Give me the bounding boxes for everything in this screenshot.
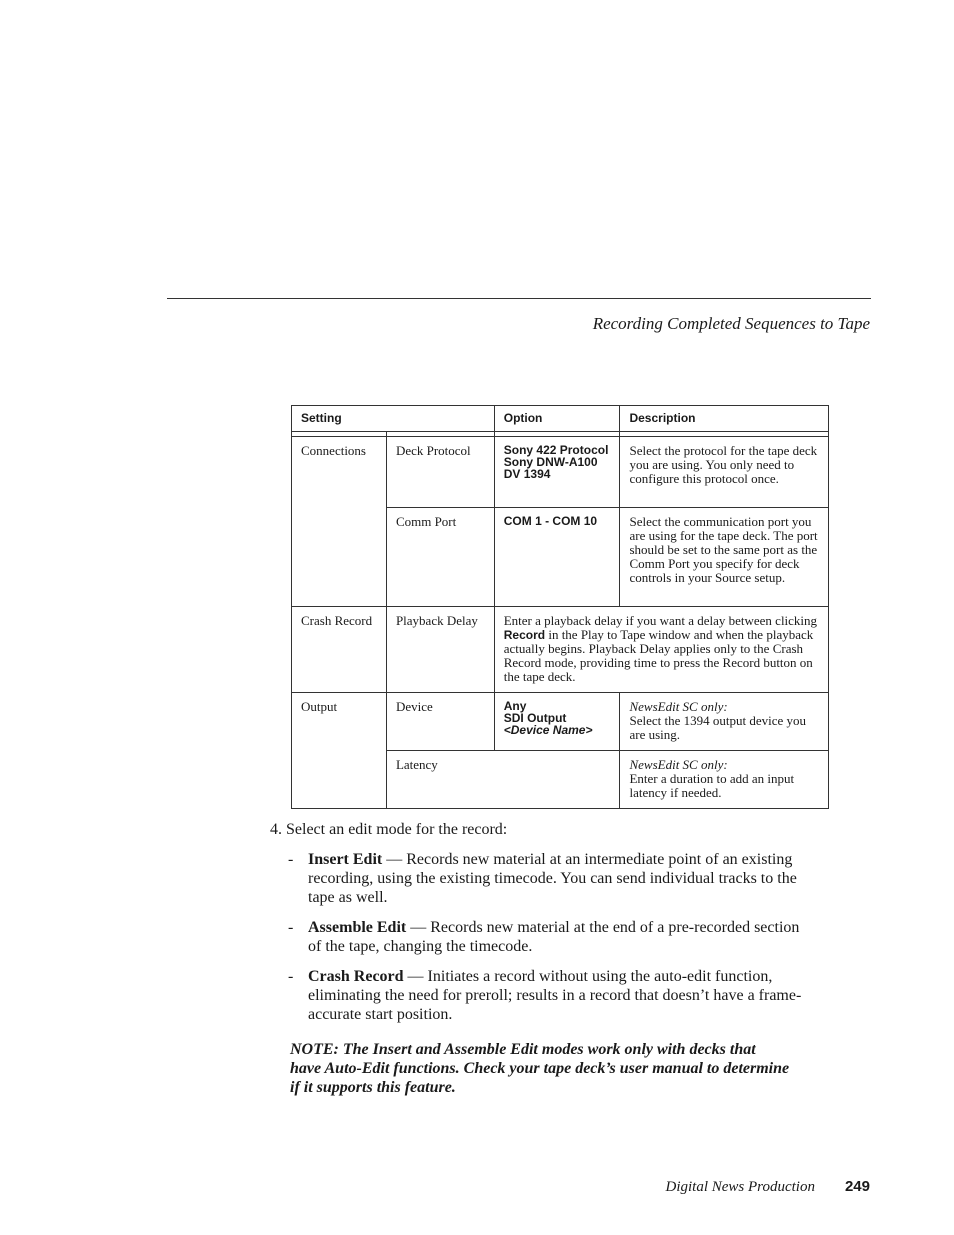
group-output: Output [292, 693, 387, 809]
edit-mode-list [288, 850, 813, 1035]
option-item: DV 1394 [503, 467, 551, 481]
desc-text: Enter a duration to add an input latency if needed. [629, 771, 795, 800]
table-header-row [292, 406, 829, 432]
header-description: Description [620, 406, 829, 432]
note-text: NOTE: The Insert and Assemble Edit modes work only with decks that have Auto-Edit functions. Check your tape deck’s user manual to determine if it supports this feature. [290, 1041, 790, 1096]
list-item [288, 850, 813, 907]
header-rule [167, 298, 871, 299]
list-item [288, 918, 813, 956]
desc-latency [620, 751, 829, 809]
option-item: SDI Output [503, 711, 567, 725]
setting-playback-delay: Playback Delay [386, 607, 494, 693]
option-item: Sony 422 Protocol [503, 443, 609, 457]
settings-table [291, 405, 829, 809]
desc-device [620, 693, 829, 751]
option-device [494, 693, 620, 751]
group-connections: Connections [292, 437, 387, 607]
option-item: Sony DNW-A100 [503, 455, 598, 469]
bullet-text: — Records new material at an intermediate point of an existing recording, using the existing timecode. You can send individual tracks to the tape as well. [308, 851, 797, 906]
bullet-dash: - [288, 968, 294, 985]
header-setting: Setting [292, 406, 495, 432]
list-item [288, 967, 813, 1024]
option-deck-protocol [494, 437, 620, 508]
bullet-term: Crash Record [308, 968, 404, 985]
setting-device: Device [386, 693, 494, 751]
bullet-text: — Records new material at the end of a pre-recorded section of the tape, changing the timecode. [308, 919, 800, 955]
running-head: Recording Completed Sequences to Tape [592, 314, 870, 333]
option-item: <Device Name> [503, 723, 593, 737]
page-number: 249 [844, 1178, 870, 1195]
desc-deck-protocol: Select the protocol for the tape deck you are using. You only need to configure this protocol once. [620, 437, 829, 508]
desc-text: Select the 1394 output device you are using. [629, 713, 807, 742]
bullet-text: — Initiates a record without using the auto-edit function, eliminating the need for preroll; results in a record that doesn’t have a frame-accurate start position. [308, 968, 802, 1023]
setting-latency: Latency [386, 751, 620, 809]
desc-playback-delay [494, 607, 828, 693]
option-item: Any [503, 699, 527, 713]
footer [666, 1178, 870, 1196]
product-note: NewsEdit SC only: [629, 757, 728, 772]
option-comm-port: COM 1 - COM 10 [494, 508, 620, 607]
desc-comm-port: Select the communication port you are using for the tape deck. The port should be set to the same port as the Comm Port you specify for deck controls in your Source setup. [620, 508, 829, 607]
record-term: Record [503, 628, 546, 642]
product-note: NewsEdit SC only: [629, 699, 728, 714]
header-option: Option [494, 406, 620, 432]
table-row [292, 693, 829, 751]
bullet-term: Insert Edit [308, 851, 383, 868]
bullet-dash: - [288, 851, 294, 868]
setting-deck-protocol: Deck Protocol [386, 437, 494, 508]
bullet-term: Assemble Edit [308, 919, 407, 936]
bullet-dash: - [288, 919, 294, 936]
setting-comm-port: Comm Port [386, 508, 494, 607]
footer-title: Digital News Production [665, 1179, 815, 1195]
desc-text: Enter a playback delay if you want a delay between clicking [503, 613, 818, 628]
table-row [292, 607, 829, 693]
step-text: 4. Select an edit mode for the record: [270, 821, 508, 838]
desc-text: in the Play to Tape window and when the playback actually begins. Playback Delay applies only to the Crash Record mode, providing time to press the Record button on the tape deck. [503, 627, 814, 684]
table-row [292, 437, 829, 508]
group-crash-record: Crash Record [292, 607, 387, 693]
